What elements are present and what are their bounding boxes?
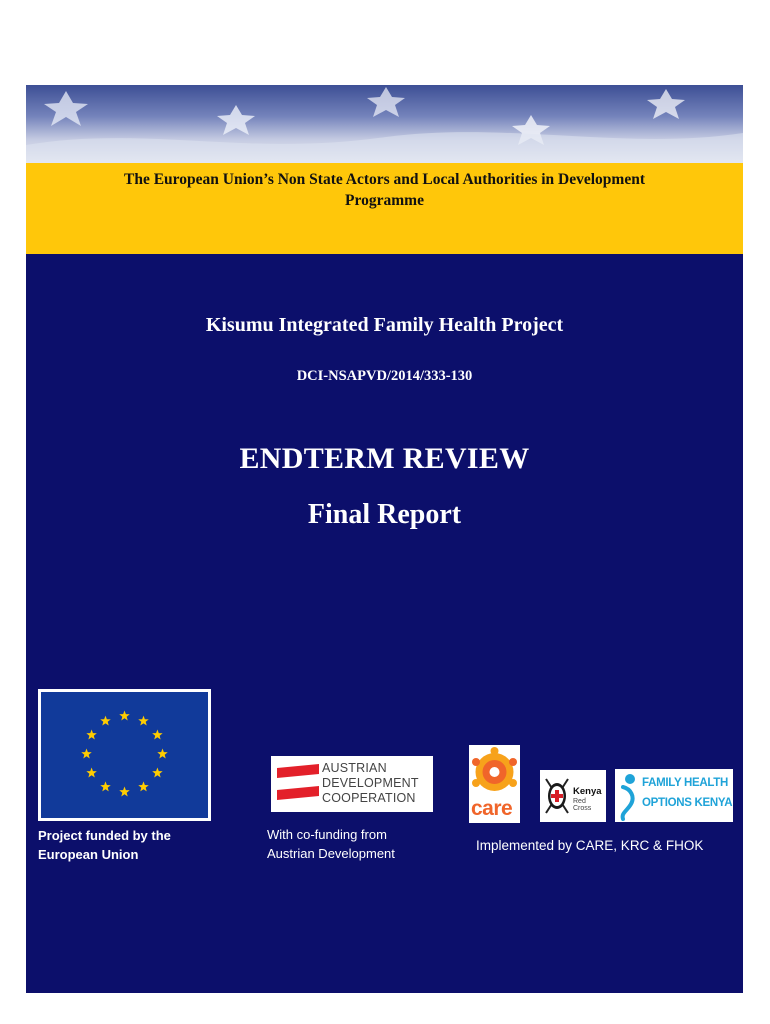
ada-logo-text (322, 761, 419, 806)
report-subheading: Final Report (307, 499, 462, 530)
austrian-development-cooperation-logo (271, 756, 433, 812)
programme-title-line2: Programme (345, 192, 424, 209)
implementers-caption: Implemented by CARE, KRC & FHOK (476, 838, 704, 853)
ada-logo-line2: DEVELOPMENT (322, 776, 419, 790)
care-logo (469, 745, 520, 823)
family-health-options-kenya-logo (615, 769, 733, 822)
austrian-flag-icon (275, 756, 323, 812)
eu-flag-banner-image (26, 85, 743, 163)
care-hands-icon (469, 745, 520, 797)
ada-funding-caption (267, 825, 395, 863)
fhok-logo-line1: FAMILY HEALTH (642, 777, 728, 789)
eu-caption-line2: European Union (38, 847, 139, 862)
fhok-logo-line2: OPTIONS KENYA (642, 797, 733, 809)
report-cover (26, 85, 743, 993)
eu-flag-logo (38, 689, 211, 821)
krc-logo-name: Kenya (573, 786, 602, 797)
care-logo-text: care (471, 797, 513, 820)
eu-funding-caption (38, 826, 171, 864)
ada-caption-line1: With co-funding from (267, 827, 387, 842)
ada-logo-line3: COOPERATION (322, 791, 416, 805)
ada-caption-line2: Austrian Development (267, 846, 395, 861)
programme-title (26, 169, 743, 211)
programme-title-line1: The European Union’s Non State Actors and Local Authorities in Development (123, 171, 645, 188)
report-heading: ENDTERM REVIEW (239, 442, 530, 475)
project-reference-code: DCI-NSAPVD/2014/333-130 (296, 368, 473, 384)
red-cross-shield-icon (541, 776, 573, 816)
fhok-figure-icon (617, 771, 643, 821)
kenya-red-cross-logo (540, 770, 606, 822)
krc-logo-sub: Red Cross (573, 798, 592, 812)
project-title: Kisumu Integrated Family Health Project (205, 314, 564, 336)
eu-flag-icon (41, 692, 208, 818)
ada-logo-line1: AUSTRIAN (322, 761, 387, 775)
eu-caption-line1: Project funded by the (38, 828, 171, 843)
